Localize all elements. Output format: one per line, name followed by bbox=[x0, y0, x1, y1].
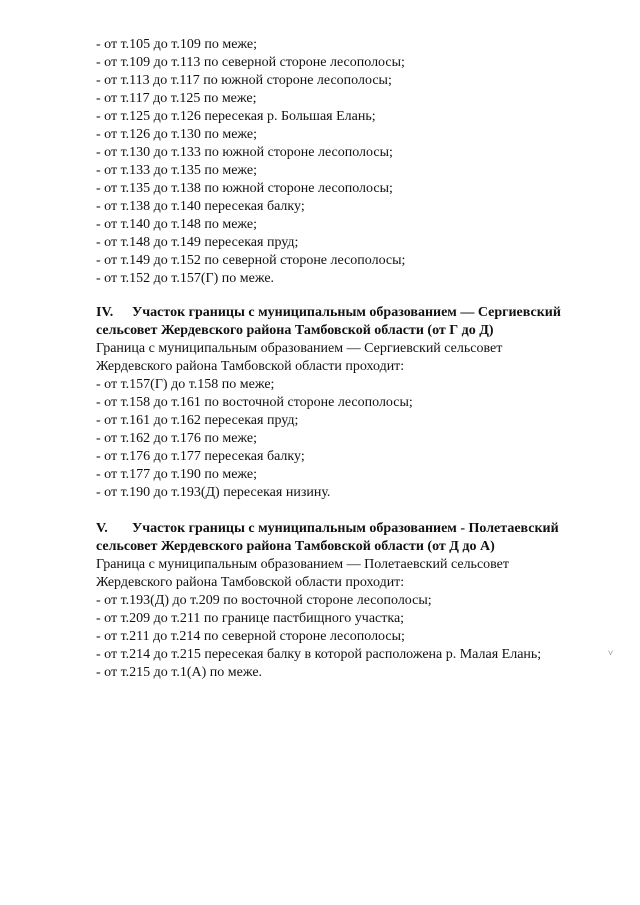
list-item: - от т.105 до т.109 по меже; bbox=[96, 37, 258, 52]
list-item: - от т.117 до т.125 по меже; bbox=[96, 91, 257, 106]
list-item: - от т.152 до т.157(Г) по меже. bbox=[96, 271, 275, 286]
section-v-heading-line1: Участок границы с муниципальным образованием - Полетаевский bbox=[132, 521, 559, 536]
section-iv bbox=[96, 304, 616, 502]
list-item: - от т.133 до т.135 по меже; bbox=[96, 163, 258, 178]
list-item: - от т.177 до т.190 по меже; bbox=[96, 467, 258, 482]
list-item: - от т.193(Д) до т.209 по восточной стороне лесополосы; bbox=[96, 593, 432, 608]
list-item: - от т.148 до т.149 пересекая пруд; bbox=[96, 235, 299, 250]
list-item: - от т.109 до т.113 по северной стороне лесополосы; bbox=[96, 55, 405, 70]
list-item: - от т.113 до т.117 по южной стороне лесополосы; bbox=[96, 73, 392, 88]
list-item: - от т.138 до т.140 пересекая балку; bbox=[96, 199, 305, 214]
section-spacer bbox=[96, 502, 616, 520]
list-item: - от т.157(Г) до т.158 по меже; bbox=[96, 377, 275, 392]
list-item: - от т.126 до т.130 по меже; bbox=[96, 127, 258, 142]
list-item: - от т.162 до т.176 по меже; bbox=[96, 431, 258, 446]
section-iv-intro-line2: Жердевского района Тамбовской области проходит: bbox=[96, 359, 405, 374]
section-top-list bbox=[96, 36, 616, 288]
section-v-intro-line2: Жердевского района Тамбовской области проходит: bbox=[96, 575, 405, 590]
list-item: - от т.140 до т.148 по меже; bbox=[96, 217, 258, 232]
document-page bbox=[96, 36, 616, 682]
section-iv-heading-line2: сельсовет Жердевского района Тамбовской области (от Г до Д) bbox=[96, 323, 494, 338]
list-item: - от т.215 до т.1(А) по меже. bbox=[96, 665, 263, 680]
list-item: - от т.209 до т.211 по границе пастбищного участка; bbox=[96, 611, 405, 626]
section-iv-intro-line1: Граница с муниципальным образованием — Сергиевский сельсовет bbox=[96, 341, 503, 356]
list-item: - от т.214 до т.215 пересекая балку в которой расположена р. Малая Елань; bbox=[96, 647, 542, 662]
list-item: - от т.149 до т.152 по северной стороне лесополосы; bbox=[96, 253, 406, 268]
section-iv-heading-line1: Участок границы с муниципальным образованием — Сергиевский bbox=[132, 305, 561, 320]
section-spacer bbox=[96, 288, 616, 304]
section-iv-number: IV. bbox=[96, 305, 114, 320]
list-item: - от т.158 до т.161 по восточной стороне лесополосы; bbox=[96, 395, 413, 410]
list-item: - от т.135 до т.138 по южной стороне лесополосы; bbox=[96, 181, 393, 196]
list-item: - от т.161 до т.162 пересекая пруд; bbox=[96, 413, 299, 428]
list-item: - от т.125 до т.126 пересекая р. Большая Елань; bbox=[96, 109, 376, 124]
list-item: - от т.130 до т.133 по южной стороне лесополосы; bbox=[96, 145, 393, 160]
section-v-intro-line1: Граница с муниципальным образованием — Полетаевский сельсовет bbox=[96, 557, 510, 572]
list-item: - от т.211 до т.214 по северной стороне лесополосы; bbox=[96, 629, 405, 644]
section-v bbox=[96, 520, 616, 682]
section-v-number: V. bbox=[96, 521, 108, 536]
section-v-heading-line2: сельсовет Жердевского района Тамбовской области (от Д до А) bbox=[96, 539, 495, 554]
section-iv-heading bbox=[96, 304, 616, 322]
list-item: - от т.176 до т.177 пересекая балку; bbox=[96, 449, 305, 464]
list-item: - от т.190 до т.193(Д) пересекая низину. bbox=[96, 485, 331, 500]
scan-speck: ˅ bbox=[608, 648, 614, 658]
section-v-heading bbox=[96, 520, 616, 538]
